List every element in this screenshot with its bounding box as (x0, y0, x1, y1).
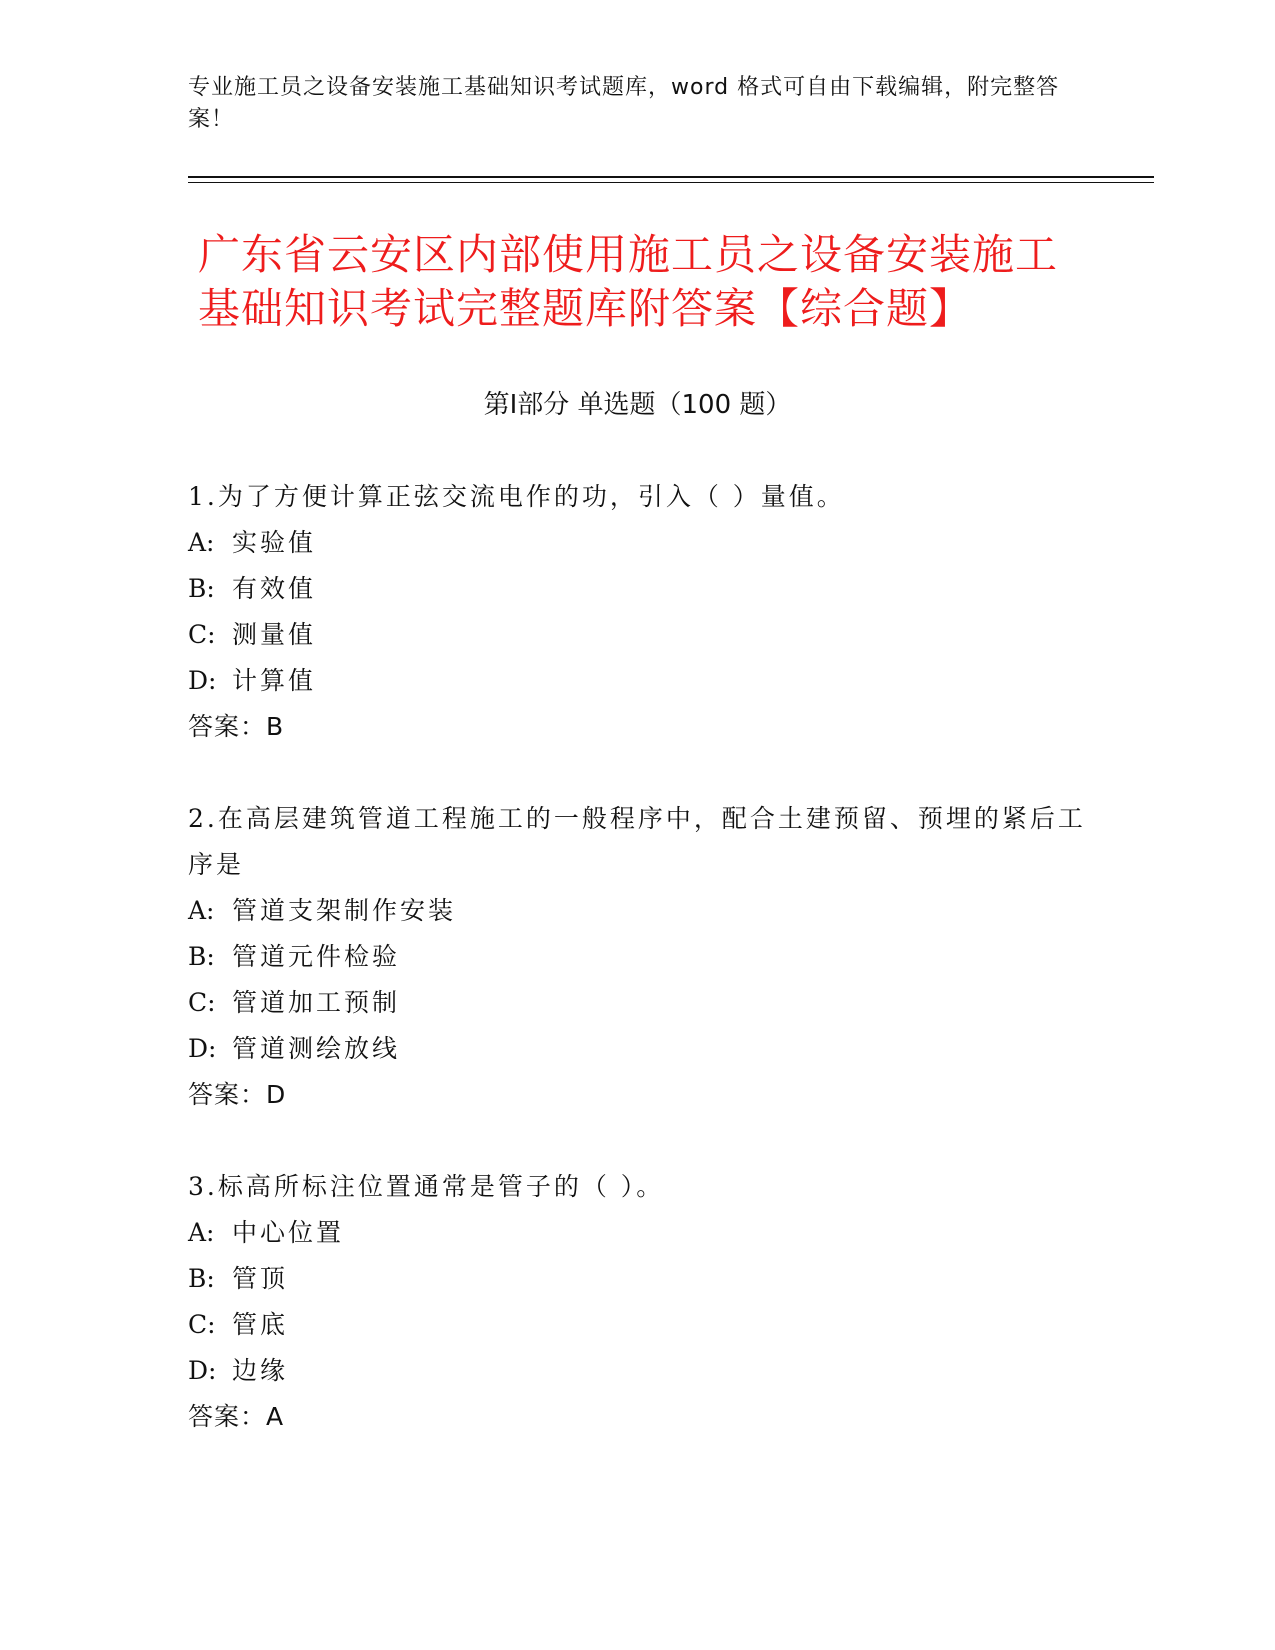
section-title: 第Ⅰ部分 单选题（100 题） (483, 390, 792, 420)
option-a (188, 520, 1088, 566)
option-b (188, 1256, 1088, 1302)
option-list (188, 888, 1088, 1072)
option-text: 计算值 (232, 666, 317, 695)
option-list (188, 520, 1088, 704)
option-letter: A: (188, 528, 215, 557)
option-text: 管顶 (232, 1264, 289, 1293)
question-2 (188, 796, 1088, 1118)
option-letter: B: (188, 574, 215, 603)
option-text: 有效值 (232, 574, 317, 603)
option-a (188, 1210, 1088, 1256)
option-text: 管道加工预制 (232, 988, 401, 1017)
option-d (188, 1026, 1088, 1072)
option-d (188, 658, 1088, 704)
question-text: 1.为了方便计算正弦交流电作的功，引入（ ）量值。 (188, 482, 845, 511)
option-c (188, 980, 1088, 1026)
option-a (188, 888, 1088, 934)
question-3 (188, 1164, 1088, 1440)
question-text: 2.在高层建筑管道工程施工的一般程序中，配合土建预留、预埋的紧后工序是 (188, 804, 1086, 879)
option-text: 管底 (232, 1310, 289, 1339)
document-title: 广东省云安区内部使用施工员之设备安装施工基础知识考试完整题库附答案【综合题】 (198, 230, 1059, 333)
option-letter: C: (188, 1310, 216, 1339)
answer: 答案：D (188, 1080, 287, 1109)
header-divider-thick (188, 176, 1154, 178)
answer: 答案：B (188, 712, 285, 741)
question-text: 3.标高所标注位置通常是管子的（ ）。 (188, 1172, 665, 1201)
option-text: 测量值 (232, 620, 317, 649)
option-letter: D: (188, 1034, 217, 1063)
answer: 答案：A (188, 1402, 285, 1431)
option-letter: B: (188, 1264, 215, 1293)
option-text: 中心位置 (232, 1218, 345, 1247)
option-letter: D: (188, 666, 217, 695)
question-1 (188, 474, 1088, 750)
option-letter: C: (188, 988, 216, 1017)
option-text: 管道元件检验 (232, 942, 401, 971)
option-b (188, 934, 1088, 980)
option-b (188, 566, 1088, 612)
question-list (188, 474, 1088, 1486)
option-letter: B: (188, 942, 215, 971)
option-letter: D: (188, 1356, 217, 1385)
option-text: 边缘 (232, 1356, 289, 1385)
option-d (188, 1348, 1088, 1394)
option-text: 管道支架制作安装 (232, 896, 457, 925)
header-note: 专业施工员之设备安装施工基础知识考试题库，word 格式可自由下载编辑，附完整答案！ (188, 75, 1060, 132)
header-divider-thin (188, 182, 1154, 183)
option-c (188, 1302, 1088, 1348)
option-list (188, 1210, 1088, 1394)
option-c (188, 612, 1088, 658)
option-text: 管道测绘放线 (232, 1034, 401, 1063)
option-letter: A: (188, 1218, 215, 1247)
option-letter: C: (188, 620, 216, 649)
option-text: 实验值 (232, 528, 317, 557)
option-letter: A: (188, 896, 215, 925)
